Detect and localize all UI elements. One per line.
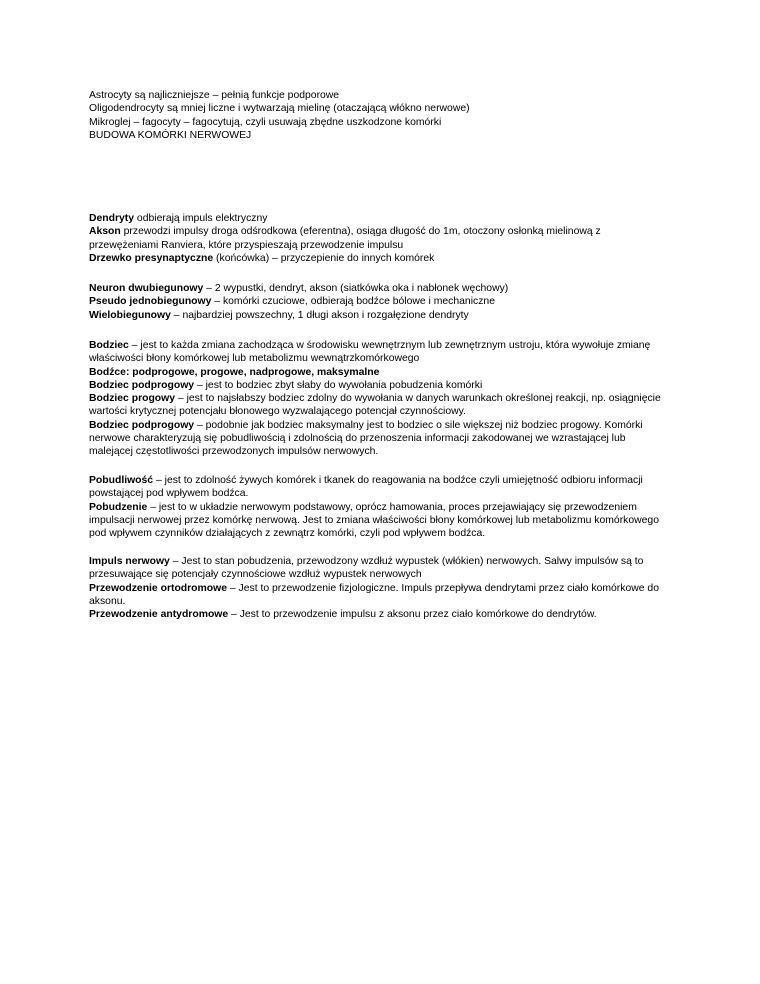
definition-text: – komórki czuciowe, odbierają bodźce bólowe i mechaniczne — [211, 296, 495, 308]
term: Dendryty — [89, 213, 135, 224]
definition-text: – Jest to przewodzenie impulsu z aksonu przez ciało komórkowe do dendrytów. — [228, 609, 597, 621]
definition-text: – jest to zdolność żywych komórek i tkanek do reagowania na bodźce czyli umiejętność odbioru informacji powstającej pod wpływem bodźca. — [89, 475, 643, 500]
structure-block — [89, 212, 669, 265]
term: Bodziec podprogowy — [89, 379, 195, 391]
intro-line: Mikroglej – fagocyty – fagocytują, czyli usuwają zbędne uszkodzone komórki — [89, 116, 442, 128]
definition-text: przewodzi impulsy droga odśrodkowa (eferentna), osiąga długość do 1m, otoczony osłonką mielinową z przewężeniami Ranviera, które przyspieszają przewodzenie impulsu — [89, 226, 601, 251]
definition-text: – jest to każda zmiana zachodząca w środowisku wewnętrznym lub zewnętrznym ustroju, która wywołuje zmianę właściwości błony komórkowej lub metabolizmu wewnątrzkomórkowego — [89, 340, 651, 365]
definition — [89, 225, 669, 252]
definition — [89, 474, 669, 501]
definition-text: – 2 wypustki, dendryt, akson (siatkówka oka i nabłonek węchowy) — [203, 283, 509, 294]
definition-text: – jest to bodziec zbyt słaby do wywołania pobudzenia komórki — [194, 379, 483, 391]
definition — [89, 252, 669, 265]
term: Bodźce: podprogowe, progowe, nadprogowe, maksymalne — [89, 366, 380, 378]
definition-text: – podobnie jak bodziec maksymalny jest to bodziec o sile większej niż bodziec progowy. Komórki nerwowe charakteryzują się pobudliwością i zdolnością do przenoszenia informacji zakodowanej we wzrastającej lub malejącej częstotliwości przewodzonych impulsów nerwowych. — [89, 419, 643, 458]
definition — [89, 212, 669, 225]
definition — [89, 339, 669, 366]
term: Akson — [89, 226, 121, 238]
definition — [89, 419, 669, 459]
excitability-block — [89, 474, 669, 540]
definition — [89, 366, 669, 379]
definition-text: – jest to w układzie nerwowym podstawowy, oprócz hamowania, proces przejawiający się przewodzeniem impulsacji nerwowej przez komórkę nerwową. Jest to zmiana właściwości błony komórkowej lub metabolizmu komórkowego pod wpływem czynników działających z zewnątrz komórki, czyli pod wpływem bodźca. — [89, 501, 659, 540]
term: Przewodzenie ortodromowe — [89, 582, 227, 594]
definition-text: (końcówka) – przyczepienie do innych komórek — [213, 252, 435, 264]
section-heading: BUDOWA KOMÓRKI NERWOWEJ — [89, 129, 252, 141]
term: Bodziec — [89, 340, 129, 351]
intro-line: Oligodendrocyty są mniej liczne i wytwarzają mielinę (otaczającą włókno nerwowe) — [89, 103, 470, 115]
term: Neuron dwubiegunowy — [89, 283, 204, 294]
definition-text: odbierają impuls elektryczny — [134, 213, 268, 224]
definition-text: – jest to najsłabszy bodziec zdolny do wywołania w danych warunkach określonej reakcji, np. osiągnięcie wartości krytycznej potencjału błonowego wyzwalającego potencjał czynnościowy. — [89, 393, 661, 418]
impulse-block — [89, 555, 669, 621]
definition — [89, 379, 669, 392]
intro-line: Astrocyty są najliczniejsze – pełnią funkcje podporowe — [89, 90, 340, 101]
definition — [89, 501, 669, 541]
term: Bodziec podprogowy — [89, 419, 195, 431]
definition — [89, 309, 669, 322]
stimulus-block — [89, 339, 669, 459]
term: Pobudzenie — [89, 501, 148, 513]
definition — [89, 282, 669, 295]
definition — [89, 392, 669, 419]
neuron-types-block — [89, 282, 669, 322]
intro-block — [89, 89, 669, 142]
term: Impuls nerwowy — [89, 556, 170, 567]
term: Pobudliwość — [89, 475, 154, 486]
term: Wielobiegunowy — [89, 309, 171, 321]
term: Bodziec progowy — [89, 393, 176, 405]
definition — [89, 608, 669, 621]
definition-text: – Jest to przewodzenie fizjologiczne. Impuls przepływa dendrytami przez ciało komórkowe do aksonu. — [89, 582, 659, 607]
definition-text: – najbardziej powszechny, 1 długi akson i rozgałęzione dendryty — [170, 309, 469, 321]
definition — [89, 582, 669, 609]
definition-text: – Jest to stan pobudzenia, przewodzony wzdłuż wypustek (włókien) nerwowych. Salwy impulsów są to przesuwające się potencjały czynnościowe wzdłuż wypustek nerwowych — [89, 556, 644, 581]
term: Przewodzenie antydromowe — [89, 609, 229, 621]
term: Drzewko presynaptyczne — [89, 252, 214, 264]
term: Pseudo jednobiegunowy — [89, 296, 212, 308]
definition — [89, 555, 669, 582]
definition — [89, 295, 669, 308]
